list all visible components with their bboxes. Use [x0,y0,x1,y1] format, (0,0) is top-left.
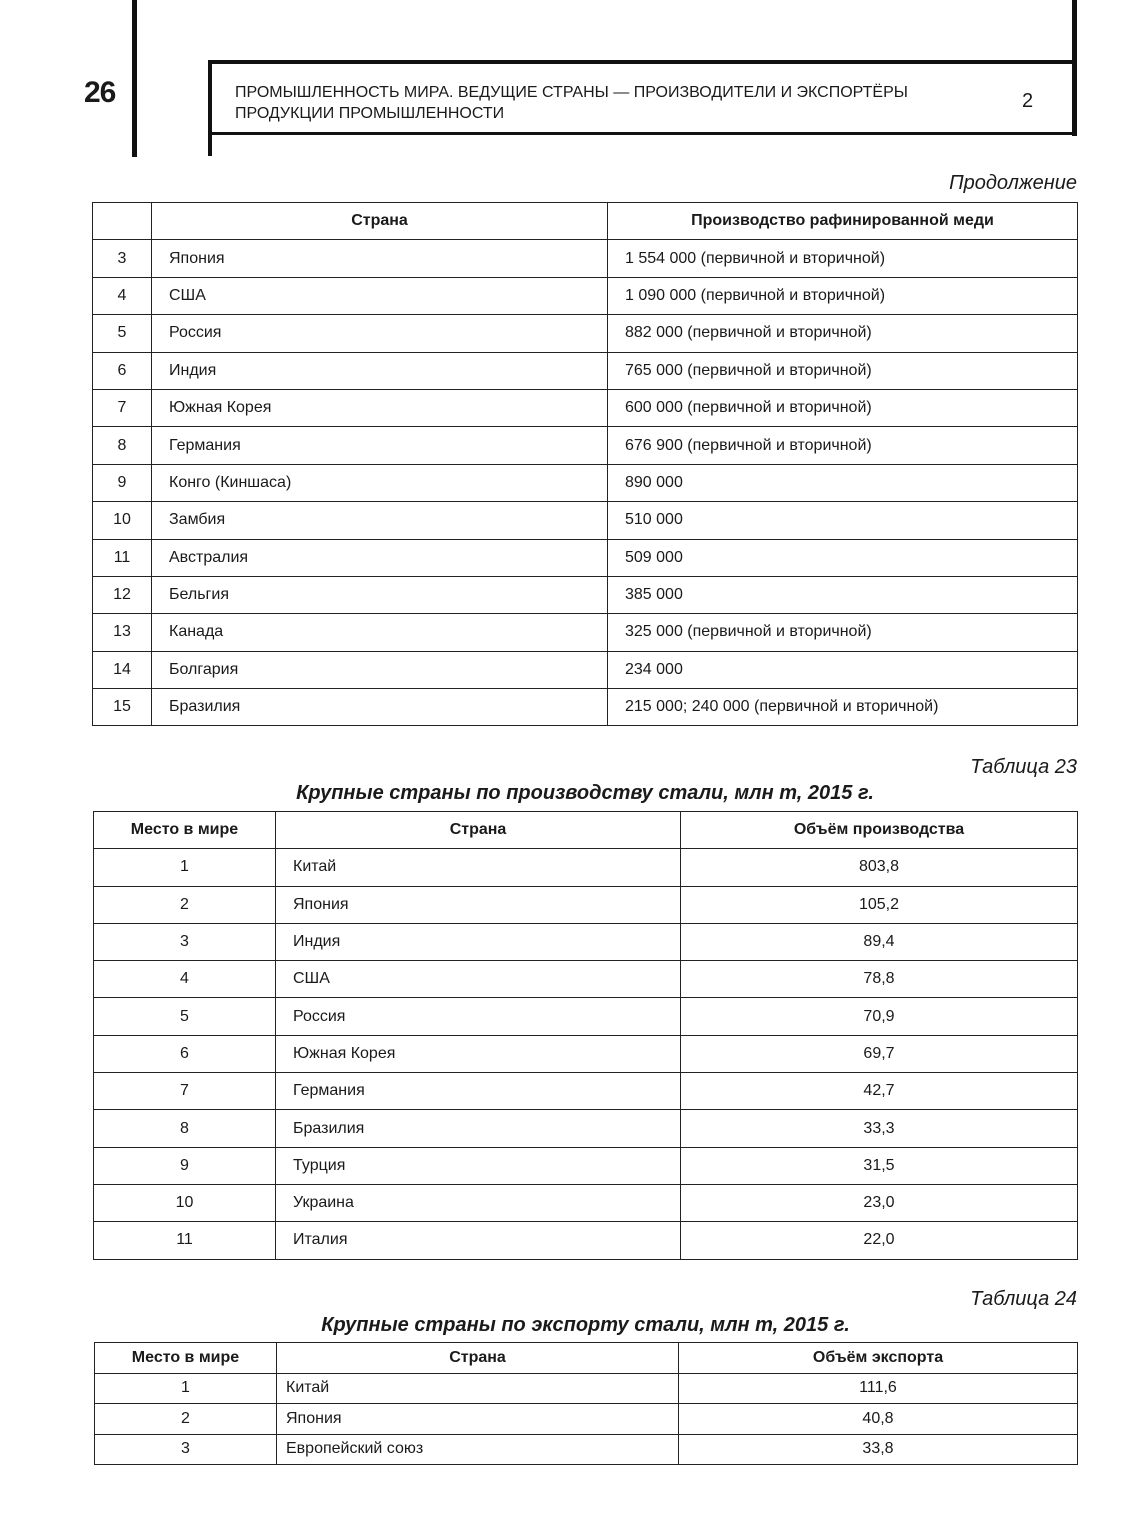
rank-cell: 6 [93,352,152,389]
header-cell-export: Объём экспорта [679,1343,1078,1374]
rank-cell: 3 [93,240,152,277]
table-24-title: Крупные страны по экспорту стали, млн т, 2015 г. [321,1314,850,1336]
rank-cell: 9 [93,464,152,501]
table-row [93,576,1078,613]
table-row [93,389,1078,426]
header-frame-top [208,60,1076,64]
table-row [93,464,1078,501]
country-cell: Китай [277,1373,679,1404]
table-row [93,277,1078,314]
country-cell: США [276,961,681,998]
table-header-row [94,812,1078,849]
copper-production-table [92,202,1078,726]
rank-cell: 11 [93,539,152,576]
table-row [93,240,1078,277]
table-row [93,427,1078,464]
country-cell: Германия [152,427,608,464]
header-cell-number [93,203,152,240]
value-cell: 676 900 (первичной и вторичной) [608,427,1078,464]
rank-cell: 7 [94,1073,276,1110]
rank-cell: 8 [94,1110,276,1147]
value-cell: 22,0 [681,1222,1078,1259]
value-cell: 803,8 [681,849,1078,886]
steel-production-table [93,811,1078,1260]
value-cell: 882 000 (первичной и вторичной) [608,315,1078,352]
header-cell-copper: Производство рафинированной меди [608,203,1078,240]
value-cell: 215 000; 240 000 (первичной и вторичной) [608,689,1078,726]
rank-cell: 4 [94,961,276,998]
country-cell: США [152,277,608,314]
chapter-number: 2 [1022,90,1034,112]
table-header-row [95,1343,1078,1374]
country-cell: Италия [276,1222,681,1259]
table-row [94,849,1078,886]
table-23-title: Крупные страны по производству стали, млн т, 2015 г. [296,782,874,804]
table-23-label: Таблица 23 [970,756,1077,778]
country-cell: Замбия [152,502,608,539]
table-row [95,1404,1078,1435]
table-row [94,1035,1078,1072]
value-cell: 40,8 [679,1404,1078,1435]
country-cell: Россия [276,998,681,1035]
table-24-label: Таблица 24 [970,1288,1077,1310]
rank-cell: 3 [94,923,276,960]
value-cell: 325 000 (первичной и вторичной) [608,614,1078,651]
header-frame-left [208,60,212,156]
table-row [93,539,1078,576]
table-row [94,886,1078,923]
country-cell: Россия [152,315,608,352]
table-row [94,961,1078,998]
table-row [94,1073,1078,1110]
value-cell: 42,7 [681,1073,1078,1110]
value-cell: 1 090 000 (первичной и вторичной) [608,277,1078,314]
table-row [95,1434,1078,1465]
value-cell: 105,2 [681,886,1078,923]
country-cell: Германия [276,1073,681,1110]
table-row [94,1147,1078,1184]
value-cell: 234 000 [608,651,1078,688]
table-row [94,1184,1078,1221]
table-row [93,352,1078,389]
rank-cell: 7 [93,389,152,426]
header-cell-rank: Место в мире [95,1343,277,1374]
rank-cell: 6 [94,1035,276,1072]
rank-cell: 1 [94,849,276,886]
steel-export-table [94,1342,1078,1465]
table-row [95,1373,1078,1404]
table-row [94,998,1078,1035]
header-cell-country: Страна [152,203,608,240]
header-frame-right [1072,0,1077,136]
rank-cell: 5 [93,315,152,352]
rank-cell: 3 [95,1434,277,1465]
country-cell: Китай [276,849,681,886]
country-cell: Южная Корея [152,389,608,426]
value-cell: 31,5 [681,1147,1078,1184]
country-cell: Индия [152,352,608,389]
country-cell: Европейский союз [277,1434,679,1465]
value-cell: 78,8 [681,961,1078,998]
value-cell: 765 000 (первичной и вторичной) [608,352,1078,389]
value-cell: 1 554 000 (первичной и вторичной) [608,240,1078,277]
country-cell: Япония [277,1404,679,1435]
header-cell-country: Страна [276,812,681,849]
value-cell: 111,6 [679,1373,1078,1404]
country-cell: Украина [276,1184,681,1221]
table-row [93,315,1078,352]
table-row [94,1222,1078,1259]
value-cell: 70,9 [681,998,1078,1035]
country-cell: Бразилия [152,689,608,726]
value-cell: 600 000 (первичной и вторичной) [608,389,1078,426]
value-cell: 890 000 [608,464,1078,501]
country-cell: Бельгия [152,576,608,613]
rank-cell: 15 [93,689,152,726]
country-cell: Конго (Киншаса) [152,464,608,501]
country-cell: Турция [276,1147,681,1184]
country-cell: Бразилия [276,1110,681,1147]
table-row [94,1110,1078,1147]
table-row [93,614,1078,651]
rank-cell: 13 [93,614,152,651]
country-cell: Япония [276,886,681,923]
value-cell: 385 000 [608,576,1078,613]
table-header-row [93,203,1078,240]
chapter-title: ПРОМЫШЛЕННОСТЬ МИРА. ВЕДУЩИЕ СТРАНЫ — ПРОИЗВОДИТЕЛИ И ЭКСПОРТЁРЫ ПРОДУКЦИИ ПРОМЫШЛЕННОСТИ [235,84,908,122]
country-cell: Канада [152,614,608,651]
rank-cell: 10 [93,502,152,539]
value-cell: 33,8 [679,1434,1078,1465]
table-row [94,923,1078,960]
rank-cell: 2 [94,886,276,923]
rank-cell: 9 [94,1147,276,1184]
country-cell: Япония [152,240,608,277]
table-row [93,651,1078,688]
country-cell: Австралия [152,539,608,576]
country-cell: Индия [276,923,681,960]
header-cell-rank: Место в мире [94,812,276,849]
rank-cell: 8 [93,427,152,464]
country-cell: Южная Корея [276,1035,681,1072]
rank-cell: 2 [95,1404,277,1435]
page-number: 26 [84,76,116,109]
header-cell-country: Страна [277,1343,679,1374]
country-cell: Болгария [152,651,608,688]
value-cell: 89,4 [681,923,1078,960]
value-cell: 33,3 [681,1110,1078,1147]
rank-cell: 4 [93,277,152,314]
rank-cell: 5 [94,998,276,1035]
rank-cell: 1 [95,1373,277,1404]
value-cell: 509 000 [608,539,1078,576]
value-cell: 23,0 [681,1184,1078,1221]
value-cell: 69,7 [681,1035,1078,1072]
rank-cell: 14 [93,651,152,688]
value-cell: 510 000 [608,502,1078,539]
header-frame-bottom [208,132,1076,135]
rank-cell: 12 [93,576,152,613]
rank-cell: 10 [94,1184,276,1221]
continuation-caption: Продолжение [949,172,1077,194]
rank-cell: 11 [94,1222,276,1259]
table-row [93,689,1078,726]
table-row [93,502,1078,539]
margin-rule [132,0,137,157]
header-cell-volume: Объём производства [681,812,1078,849]
